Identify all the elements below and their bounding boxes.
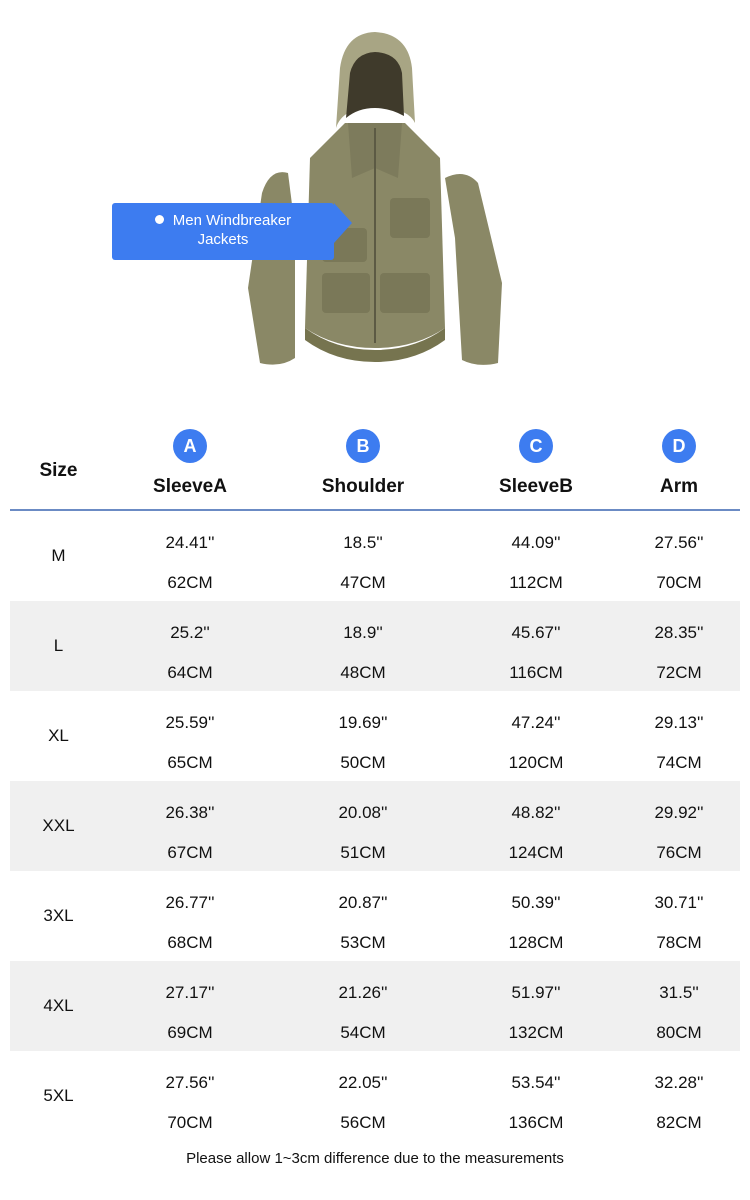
badge-c: C [519,429,553,463]
inch-value: 26.77'' [165,893,215,912]
measurement-cell [313,1051,413,1141]
column-label: Shoulder [321,476,405,497]
table-row [10,1051,740,1141]
product-callout [112,203,334,260]
badge-d: D [662,429,696,463]
inch-value: 25.2'' [170,623,210,642]
inch-value: 26.38'' [165,803,215,822]
size-cell: 5XL [43,1086,74,1105]
inch-value: 45.67'' [511,623,561,642]
measurement-cell [140,1051,240,1141]
column-header-d [629,429,729,498]
cm-value: 74CM [656,753,702,772]
measurement-cell [629,1051,729,1141]
column-label: SleeveB [499,476,573,497]
column-header-a [140,429,240,498]
inch-value: 50.39'' [511,893,561,912]
cm-value: 80CM [656,1023,702,1042]
inch-value: 29.92'' [654,803,704,822]
inch-value: 27.56'' [165,1073,215,1092]
bullet-dot-icon [155,215,164,224]
cm-value: 82CM [656,1113,702,1132]
inch-value: 22.05'' [338,1073,388,1092]
cm-value: 124CM [508,843,564,862]
measurement-cell [486,1051,586,1141]
cm-value: 72CM [656,663,702,682]
size-cell: 3XL [43,906,74,925]
inch-value: 18.9'' [343,623,383,642]
inch-value: 21.26'' [338,983,388,1002]
measurement-cell [313,601,413,691]
size-cell: XXL [42,816,75,835]
cm-value: 65CM [167,753,213,772]
table-row [10,871,740,961]
inch-value: 29.13'' [654,713,704,732]
cm-value: 54CM [340,1023,386,1042]
cm-value: 116CM [509,663,563,682]
measurement-cell [486,601,586,691]
measurement-cell [140,961,240,1051]
column-label: SleeveA [153,476,227,497]
badge-b: B [346,429,380,463]
cm-value: 51CM [340,843,386,862]
cm-value: 132CM [508,1023,564,1042]
jacket-image [240,28,510,373]
product-hero [0,0,750,400]
measurement-cell [486,781,586,871]
measurement-note: Please allow 1~3cm difference due to the measurements [186,1150,564,1167]
measurement-cell [140,691,240,781]
cm-value: 62CM [167,573,213,592]
cm-value: 70CM [656,573,702,592]
size-column-header: Size [39,460,78,481]
cm-value: 64CM [167,663,213,682]
inch-value: 20.87'' [338,893,388,912]
cm-value: 67CM [167,843,213,862]
cm-value: 136CM [508,1113,564,1132]
measurement-cell [486,691,586,781]
inch-value: 28.35'' [654,623,704,642]
measurement-cell [140,781,240,871]
cm-value: 56CM [340,1113,386,1132]
inch-value: 44.09'' [511,533,561,552]
inch-value: 32.28'' [654,1073,704,1092]
cm-value: 120CM [508,753,564,772]
size-cell: L [53,636,64,655]
inch-value: 25.59'' [165,713,215,732]
inch-value: 27.17'' [165,983,215,1002]
measurement-cell [629,511,729,601]
table-row [10,691,740,781]
table-body [10,511,740,1141]
inch-value: 31.5'' [659,983,699,1002]
table-row [10,781,740,871]
cm-value: 47CM [340,573,386,592]
measurement-cell [140,511,240,601]
table-row [10,961,740,1051]
measurement-cell [629,781,729,871]
inch-value: 48.82'' [511,803,561,822]
measurement-cell [140,871,240,961]
measurement-cell [313,961,413,1051]
inch-value: 47.24'' [511,713,561,732]
column-label: Arm [659,476,698,497]
cm-value: 76CM [656,843,702,862]
measurement-cell [629,601,729,691]
size-cell: M [51,546,66,565]
measurement-cell [140,601,240,691]
inch-value: 24.41'' [165,533,215,552]
cm-value: 112CM [509,573,563,592]
measurement-cell [313,871,413,961]
inch-value: 27.56'' [654,533,704,552]
measurement-cell [629,961,729,1051]
inch-value: 18.5'' [343,533,383,552]
measurement-cell [629,871,729,961]
table-header [10,420,740,511]
size-cell: XL [48,726,69,745]
cm-value: 78CM [656,933,702,952]
measurement-cell [486,511,586,601]
cm-value: 70CM [167,1113,213,1132]
cm-value: 53CM [340,933,386,952]
measurement-cell [313,511,413,601]
measurement-cell [486,871,586,961]
badge-a: A [173,429,207,463]
measurement-cell [486,961,586,1051]
callout-arrow [334,203,352,243]
column-header-b [313,429,413,498]
inch-value: 53.54'' [511,1073,561,1092]
measurement-cell [313,691,413,781]
inch-value: 19.69'' [338,713,388,732]
callout-title-line1: Men Windbreaker [172,212,292,229]
table-row [10,601,740,691]
inch-value: 51.97'' [511,983,561,1002]
measurement-cell [313,781,413,871]
cm-value: 69CM [167,1023,213,1042]
cm-value: 48CM [340,663,386,682]
size-cell: 4XL [43,996,74,1015]
measurement-cell [629,691,729,781]
inch-value: 20.08'' [338,803,388,822]
inch-value: 30.71'' [654,893,704,912]
table-row [10,511,740,601]
cm-value: 128CM [508,933,564,952]
column-header-c [486,429,586,498]
cm-value: 68CM [167,933,213,952]
callout-title-line2: Jackets [197,231,249,248]
cm-value: 50CM [340,753,386,772]
size-chart-table [10,420,740,1141]
